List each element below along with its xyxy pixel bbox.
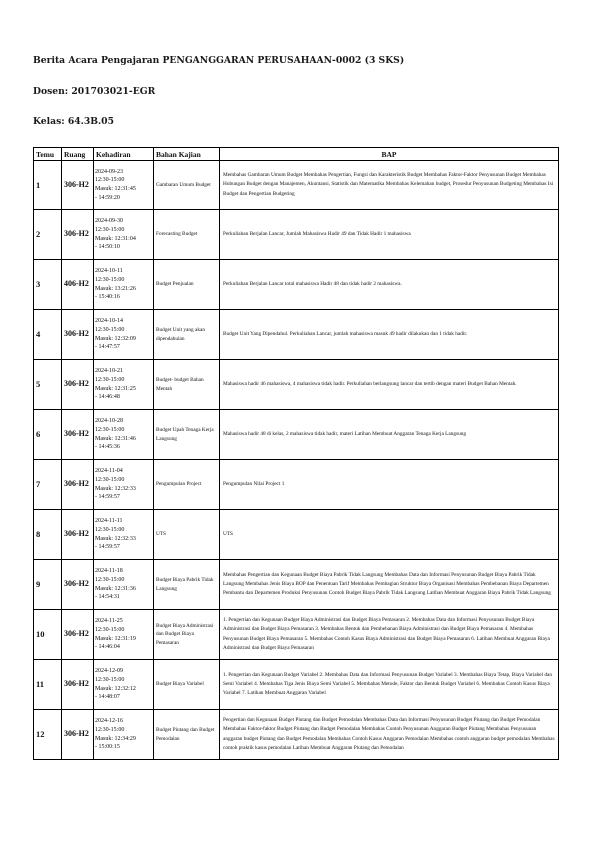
table-row	[34, 310, 559, 360]
cell-bap: Perkuliahan Berjalan Lancar, Jumlah Mahasiswa Hadir 49 dan Tidak Hadir 1 mahasiswa	[220, 210, 559, 260]
cell-bahan-kajian: Budget Biaya Variabel	[154, 660, 220, 710]
attendance-checkout: - 14:47:57	[95, 344, 120, 351]
cell-kehadiran	[94, 260, 154, 310]
cell-bap: Budget Unit Yang Dipendahul. Perkuliahan Lancar, jumlah mahasiswa masuk 49 hadir dilakukan dan 1 tidak hadir.	[220, 310, 559, 360]
table-row	[34, 660, 559, 710]
attendance-date: 2024-12-09	[95, 668, 123, 675]
attendance-checkin: Masuk: 12:32:33	[95, 535, 136, 542]
table-row	[34, 360, 559, 410]
attendance-checkin: Masuk: 12:31:36	[95, 585, 136, 592]
cell-temu: 8	[34, 510, 62, 560]
cell-temu: 3	[34, 260, 62, 310]
attendance-checkout: - 14:46:48	[95, 394, 120, 401]
cell-ruang: 306-H2	[62, 410, 94, 460]
table-row	[34, 161, 559, 210]
cell-bahan-kajian: UTS	[154, 510, 220, 560]
cell-bahan-kajian: Gambaran Umum Budget	[154, 161, 220, 210]
attendance-checkout: - 14:46:04	[95, 644, 120, 651]
attendance-checkout: - 14:45:36	[95, 444, 120, 451]
table-row	[34, 560, 559, 610]
table-row	[34, 710, 559, 760]
attendance-date: 2024-11-18	[95, 568, 123, 575]
attendance-date: 2024-09-23	[95, 168, 123, 175]
col-header-kehadiran: Kehadiran	[94, 148, 154, 161]
attendance-checkout: - 14:59:57	[95, 544, 120, 551]
lecturer-line: Dosen: 201703021-EGR	[33, 86, 156, 97]
attendance-checkout: - 14:54:31	[95, 594, 120, 601]
document-title: Berita Acara Pengajaran PENGANGGARAN PERUSAHAAN-0002 (3 SKS)	[33, 55, 405, 66]
attendance-time: 12:30-15:00	[95, 426, 125, 433]
attendance-checkout: - 15:00:15	[95, 744, 120, 751]
cell-ruang: 306-H2	[62, 161, 94, 210]
cell-bahan-kajian: Budget- budget Bahan Mentah	[154, 360, 220, 410]
attendance-time: 12:30-15:00	[95, 177, 125, 184]
attendance-checkin: Masuk: 13:21:26	[95, 285, 136, 292]
col-header-bahan-kajian: Bahan Kajian	[154, 148, 220, 161]
cell-temu: 11	[34, 660, 62, 710]
attendance-checkin: Masuk: 12:32:33	[95, 485, 136, 492]
table-row	[34, 210, 559, 260]
attendance-checkin: Masuk: 12:32:09	[95, 335, 136, 342]
attendance-checkin: Masuk: 12:31:19	[95, 635, 136, 642]
bap-table	[33, 147, 559, 760]
cell-kehadiran	[94, 610, 154, 660]
attendance-checkin: Masuk: 12:32:12	[95, 685, 136, 692]
table-header-row	[34, 148, 559, 161]
cell-bap: Membahas Gambaran Umum Budget Membahas Pengertian, Fungsi dan Karakteristik Budget Membahas Faktor-Faktor Penyusunan Budget Membahas Hubungan Budget dengan Manajemen, Akuntansi, Statistik dan Matematika Membahas Kelemahan budget, Prosedur Penyusunan Budgeting Membahas Isi Budget dan Pengertian Budgeting	[220, 161, 559, 210]
table-body	[34, 161, 559, 760]
cell-bap: 1. Pengertian dan Kegunaan Budget Variabel 2. Membahas Data dan Informasi Penyusunan Budget Variabel 3. Membahas Biaya Tetap, Biaya Variabel dan Semi Variabel 4. Membahas Tiga Jenis Biaya Semi Variabel 5. Membahas Metode, Faktor dan Bentuk Budget Variabel 6. Membahas Contoh Kasus Biaya Variabel 7. Latihan Membuat Anggaran Variabel	[220, 660, 559, 710]
cell-ruang: 406-H2	[62, 260, 94, 310]
attendance-checkout: - 15:40:16	[95, 294, 120, 301]
cell-bahan-kajian: Budget Biaya Administrasi dan Budget Biaya Pemasaran	[154, 610, 220, 660]
cell-bap: Mahasiswa hadir 48 di kelas, 2 mahasiswa tidak hadir, materi Latihan Membuat Anggaran Tenaga Kerja Langsung	[220, 410, 559, 460]
cell-temu: 5	[34, 360, 62, 410]
cell-bap: Membahas Pengertian dan Kegunaan Budget Biaya Pabrik Tidak Langsung Membahas Data dan Informasi Penyusunan Budget Biaya Pabrik Tidak Langsung Membahas Jenis Biaya BOP dan Penentuan Tarif Membahas Pembagian Struktur Biaya Organisasi Membahas Pembebanan Biaya Departemen Pembantu dan Departemen Produksi Penyusunan Contoh Budget Biaya Pabrik Tidak Langsung Latihan Membuat Anggaran Biaya Pabrik Tidak Langsung	[220, 560, 559, 610]
attendance-time: 12:30-15:00	[95, 476, 125, 483]
attendance-date: 2024-10-28	[95, 418, 123, 425]
cell-bap: Pengumpulan Nilai Project 1	[220, 460, 559, 510]
cell-ruang: 306-H2	[62, 310, 94, 360]
attendance-time: 12:30-15:00	[95, 276, 125, 283]
attendance-time: 12:30-15:00	[95, 226, 125, 233]
col-header-bap: BAP	[220, 148, 559, 161]
attendance-checkout: - 14:48:07	[95, 694, 120, 701]
cell-bap: 1. Pengertian dan Kegunaan Budget Biaya Administrasi dan Budget Biaya Pemasaran 2. Membahas Data dan Informasi Penyusunan Budget Biaya Administrasi dan Budget Biaya Pemasaran 3. Membahas Bentuk dan Pembebanan Biaya Administrasi dan Budget Biaya Pemasaran 4. Membahas Penyusunan Budget Biaya Pemasaran 5. Membahas Contoh Kasus Biaya Administrasi dan Budget Biaya Pemasaran 6. Latihan Membuat Anggaran Biaya Administrasi dan Budget Biaya Pemasaran	[220, 610, 559, 660]
cell-bap: Pengertian dan Kegunaan Budget Piutang dan Budget Pemodalan Membahas Data dan Informasi Penyusunan Budget Piutang dan Budget Pemodalan Membahas Faktor-faktor Budget Piutang dan Budget Pemodalan Membahas Contoh Penyusunan Anggaran Budget Piutang Membahas Penyusunan anggaran budget Piutang dan Budget Pemodalan Membahas Contoh Kasus Anggaran Pemodalan Membahas contoh anggaran budget pemodalan Membahas contoh praktik kasus pemodalan Latihan Membuat Anggaran Piutang dan Pemodalan	[220, 710, 559, 760]
cell-temu: 4	[34, 310, 62, 360]
attendance-date: 2024-11-04	[95, 468, 123, 475]
cell-bahan-kajian: Budget Piutang dan Budget Pemodalan	[154, 710, 220, 760]
col-header-ruang: Ruang	[62, 148, 94, 161]
class-line: Kelas: 64.3B.05	[33, 116, 114, 127]
cell-bahan-kajian: Pengumpulan Project	[154, 460, 220, 510]
cell-temu: 2	[34, 210, 62, 260]
attendance-checkin: Masuk: 12:34:29	[95, 735, 136, 742]
attendance-checkout: - 14:50:10	[95, 244, 120, 251]
cell-ruang: 306-H2	[62, 610, 94, 660]
cell-bap: UTS	[220, 510, 559, 560]
cell-bahan-kajian: Budget Upah Tenaga Kerja Langsung	[154, 410, 220, 460]
attendance-time: 12:30-15:00	[95, 726, 125, 733]
table-row	[34, 460, 559, 510]
cell-ruang: 306-H2	[62, 210, 94, 260]
cell-kehadiran	[94, 410, 154, 460]
attendance-date: 2024-09-30	[95, 218, 123, 225]
table-row	[34, 410, 559, 460]
cell-bahan-kajian: Forecasting Budget	[154, 210, 220, 260]
cell-temu: 1	[34, 161, 62, 210]
cell-kehadiran	[94, 460, 154, 510]
attendance-time: 12:30-15:00	[95, 376, 125, 383]
cell-bap: Mahasiswa hadir 46 mahasiswa, 4 mahasiswa tidak hadir. Perkuliahan berlangsung lancar dan tertib dengan materi Budget Bahan Mentah.	[220, 360, 559, 410]
cell-temu: 10	[34, 610, 62, 660]
cell-bahan-kajian: Budget Penjualan	[154, 260, 220, 310]
attendance-checkout: - 14:59:20	[95, 194, 120, 201]
cell-kehadiran	[94, 310, 154, 360]
cell-temu: 6	[34, 410, 62, 460]
attendance-time: 12:30-15:00	[95, 526, 125, 533]
table-row	[34, 260, 559, 310]
col-header-temu: Temu	[34, 148, 62, 161]
cell-kehadiran	[94, 161, 154, 210]
attendance-date: 2024-10-14	[95, 318, 123, 325]
cell-bahan-kajian: Budget Unit yang akan dipendahulan	[154, 310, 220, 360]
cell-kehadiran	[94, 710, 154, 760]
cell-ruang: 306-H2	[62, 510, 94, 560]
attendance-date: 2024-12-16	[95, 718, 123, 725]
table-row	[34, 510, 559, 560]
cell-ruang: 306-H2	[62, 660, 94, 710]
attendance-checkin: Masuk: 12:31:25	[95, 385, 136, 392]
attendance-checkin: Masuk: 12:31:04	[95, 235, 136, 242]
cell-ruang: 306-H2	[62, 710, 94, 760]
attendance-time: 12:30-15:00	[95, 576, 125, 583]
cell-ruang: 306-H2	[62, 560, 94, 610]
cell-kehadiran	[94, 560, 154, 610]
cell-ruang: 306-H2	[62, 460, 94, 510]
cell-kehadiran	[94, 660, 154, 710]
cell-kehadiran	[94, 360, 154, 410]
attendance-checkout: - 14:59:57	[95, 494, 120, 501]
cell-temu: 12	[34, 710, 62, 760]
cell-ruang: 306-H2	[62, 360, 94, 410]
attendance-time: 12:30-15:00	[95, 626, 125, 633]
attendance-checkin: Masuk: 12:31:45	[95, 186, 136, 192]
attendance-date: 2024-11-25	[95, 618, 123, 625]
attendance-time: 12:30-15:00	[95, 676, 125, 683]
cell-temu: 9	[34, 560, 62, 610]
attendance-time: 12:30-15:00	[95, 326, 125, 333]
attendance-date: 2024-10-11	[95, 268, 123, 275]
attendance-checkin: Masuk: 12:31:46	[95, 435, 136, 442]
attendance-date: 2024-10-21	[95, 368, 123, 375]
table-row	[34, 610, 559, 660]
cell-bahan-kajian: Budget Biaya Pabrik Tidak Langsung	[154, 560, 220, 610]
cell-kehadiran	[94, 510, 154, 560]
cell-kehadiran	[94, 210, 154, 260]
cell-temu: 7	[34, 460, 62, 510]
cell-bap: Perkuliahan Berjalan Lancar total mahasiswa Hadir 48 dan tidak hadir 2 mahasiswa.	[220, 260, 559, 310]
attendance-date: 2024-11-11	[95, 518, 123, 525]
